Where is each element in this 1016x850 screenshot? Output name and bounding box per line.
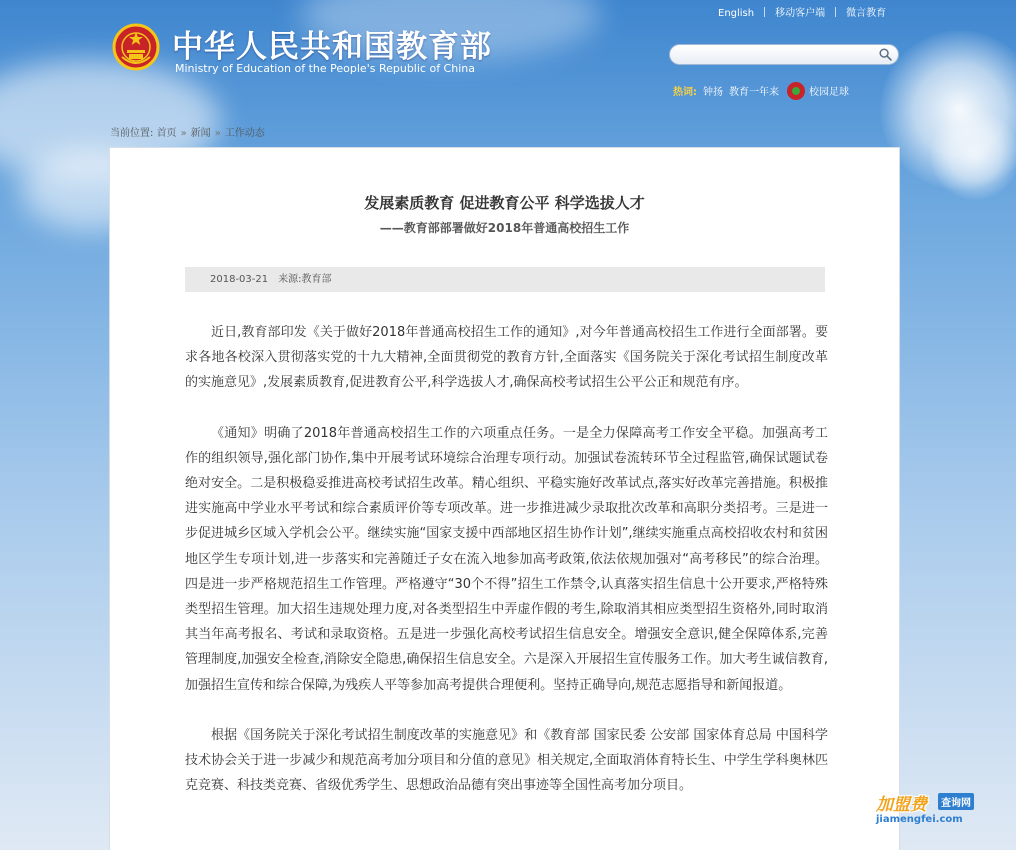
divider: [835, 7, 836, 17]
article-title: 发展素质教育 促进教育公平 科学选拔人才: [364, 194, 645, 212]
breadcrumb-home[interactable]: 首页: [156, 128, 177, 139]
article-source: 来源:教育部: [278, 274, 332, 285]
site-title: 中华人民共和国教育部: [172, 29, 492, 65]
breadcrumb: [110, 124, 265, 139]
mobile-client-link[interactable]: 移动客户端: [775, 8, 826, 19]
national-emblem-logo[interactable]: [112, 23, 160, 71]
article-body: [185, 320, 828, 823]
hot-words: [673, 82, 849, 100]
search-icon[interactable]: [879, 48, 892, 61]
campus-football-link[interactable]: 校园足球: [809, 87, 849, 98]
hot-words-label: 热词:: [673, 87, 697, 98]
article-date: 2018-03-21: [210, 274, 269, 285]
english-link[interactable]: English: [718, 8, 755, 19]
watermark-logo: [874, 790, 986, 832]
divider: [764, 7, 765, 17]
breadcrumb-prefix: 当前位置:: [110, 128, 154, 139]
article-panel: [109, 147, 900, 850]
breadcrumb-arrow-icon: »: [214, 128, 221, 139]
football-icon: [787, 82, 805, 100]
top-links: [718, 4, 886, 19]
search-box: [669, 44, 899, 65]
site-subtitle: Ministry of Education of the People's Republic of China: [175, 62, 475, 75]
hot-word-link[interactable]: 钟扬: [703, 87, 723, 98]
search-input[interactable]: [670, 48, 880, 67]
breadcrumb-work-news[interactable]: 工作动态: [224, 128, 265, 139]
article-meta-bar: [185, 267, 825, 292]
breadcrumb-news[interactable]: 新闻: [190, 128, 211, 139]
watermark-url: jiamengfei.com: [876, 814, 963, 825]
weiyan-link[interactable]: 微言教育: [846, 8, 887, 19]
article-paragraph: 《通知》明确了2018年普通高校招生工作的六项重点任务。一是全力保障高考工作安全平稳。加强高考工作的组织领导,强化部门协作,集中开展考试环境综合治理专项行动。加强试卷流转环节全过程监管,确保试题试卷绝对安全。二是积极稳妥推进高校考试招生改革。精心组织、平稳实施好改革试点,落实好改革完善措施。积极推进实施高中学业水平考试和综合素质评价等专项改革。进一步推进减少录取批次改革和高职分类招考。三是进一步促进城乡区域入学机会公平。继续实施“国家支援中西部地区招生协作计划”,继续实施重点高校招收农村和贫困地区学生专项计划,进一步落实和完善随迁子女在流入地参加高考政策,依法依规加强对“高考移民”的综合治理。四是进一步严格规范招生工作管理。严格遵守“30个不得”招生工作禁令,认真落实招生信息十公开要求,严格特殊类型招生管理。加大招生违规处理力度,对各类型招生中弄虚作假的考生,除取消其相应类型招生资格外,同时取消其当年高考报名、考试和录取资格。五是进一步强化高校考试招生信息安全。增强安全意识,健全保障体系,完善管理制度,加强安全检查,消除安全隐患,确保招生信息安全。六是深入开展招生宣传服务工作。加大考生诚信教育,加强招生宣传和综合保障,为残疾人平等参加高考提供合理便利。坚持正确导向,规范志愿指导和新闻报道。: [185, 425, 828, 693]
article-subtitle: ——教育部部署做好2018年普通高校招生工作: [379, 221, 630, 235]
article-paragraph: 近日,教育部印发《关于做好2018年普通高校招生工作的通知》,对今年普通高校招生工作进行全面部署。要求各地各校深入贯彻落实党的十九大精神,全面贯彻党的教育方针,全面落实《国务院关于深化考试招生制度改革的实施意见》,发展素质教育,促进教育公平,科学选拔人才,确保高校考试招生公平公正和规范有序。: [185, 325, 828, 391]
dandelion-image: [930, 110, 1016, 200]
breadcrumb-arrow-icon: »: [180, 128, 187, 139]
hot-word-link[interactable]: 教育一年来: [729, 87, 779, 98]
watermark-brand: 加盟费: [876, 795, 927, 815]
article-paragraph: 根据《国务院关于深化考试招生制度改革的实施意见》和《教育部 国家民委 公安部 国家体育总局 中国科学技术协会关于进一步减少和规范高考加分项目和分值的意见》相关规定,全面取消体育特长生、中学生学科奥林匹克竞赛、科技类竞赛、省级优秀学生、思想政治品德有突出事迹等全国性高考加分项目。: [185, 727, 828, 794]
watermark-tag: 查询网: [938, 793, 974, 810]
